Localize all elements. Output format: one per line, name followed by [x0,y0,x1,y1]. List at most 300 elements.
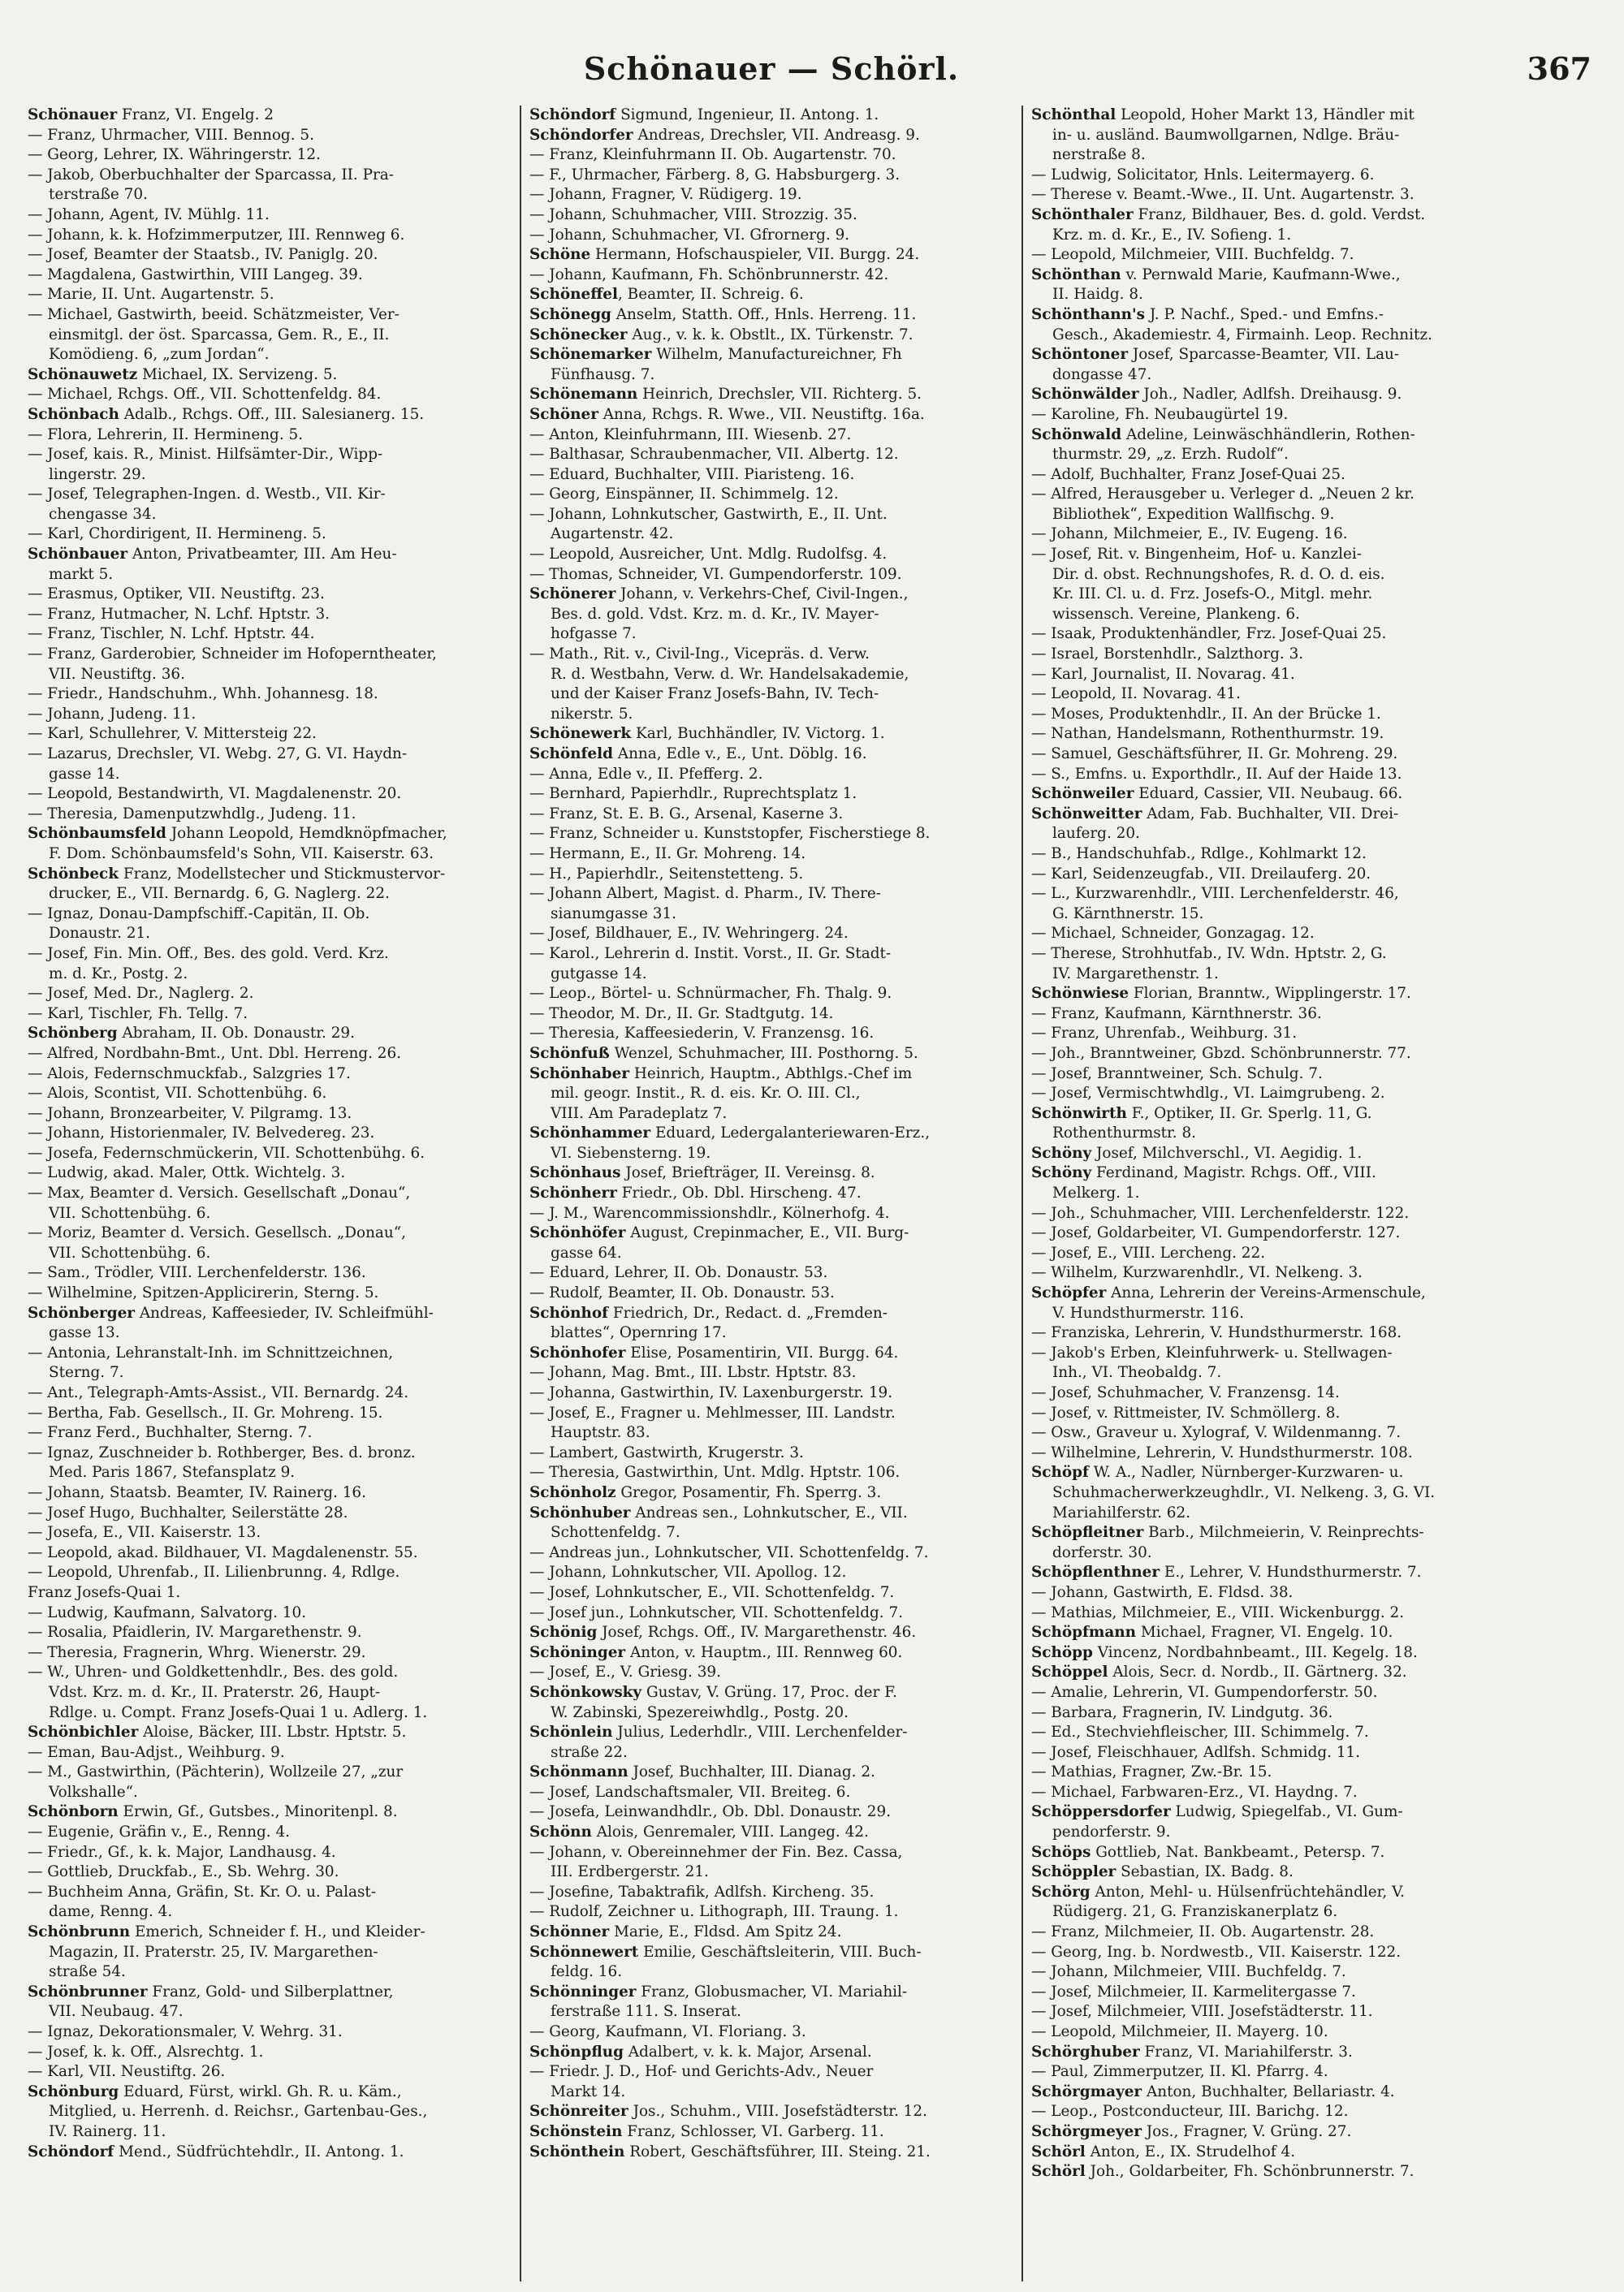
entry-text: Andreas sen., Lohnkutscher, E., VII. [630,1504,908,1522]
entry-text: in- u. ausländ. Baumwollgarnen, Ndlge. Bräu- [1052,126,1400,144]
entry-text: — Hermann, E., II. Gr. Mohreng. 14. [529,844,806,862]
entry-surname: Schöppler [1031,1863,1116,1881]
directory-entry-line [1031,1703,1608,1724]
entry-text: Hermann, Hofschauspieler, VII. Burgg. 24. [590,246,920,264]
entry-text: thurmstr. 29, „z. Erzh. Rudolf“. [1052,446,1289,464]
entry-text: straße 22. [551,1743,628,1761]
directory-entry-line [1031,705,1608,725]
directory-entry-line [1031,1204,1608,1224]
directory-entry-line [28,226,518,246]
entry-surname: Schörgmeyer [1031,2122,1142,2140]
directory-entry-line [1031,1363,1608,1383]
entry-text: — Franz, Hutmacher, N. Lchf. Hptstr. 3. [28,605,330,623]
directory-entry-line [529,1823,1020,1843]
entry-text: Vincenz, Nordbahnbeamt., III. Kegelg. 18. [1092,1643,1418,1661]
entry-text: Franz, Schlosser, VI. Garberg. 11. [622,2122,884,2140]
directory-entry-line [1031,1902,1608,1923]
directory-entry-line [529,1163,1020,1184]
entry-text: — Karl, Chordirigent, II. Hermineng. 5. [28,525,326,543]
entry-text: Johann, v. Verkehrs-Chef, Civil-Ingen., [615,585,909,603]
entry-surname: Schönerer [529,585,616,603]
entry-text: — Erasmus, Optiker, VII. Neustiftg. 23. [28,585,325,603]
entry-text: — Mathias, Milchmeier, E., VIII. Wickenburgg. 2. [1031,1604,1405,1621]
directory-entry-line [1031,1184,1608,1204]
entry-text: — Josef, Goldarbeiter, VI. Gumpendorferstr. 127. [1031,1224,1401,1242]
directory-entry-line [28,545,518,565]
directory-entry-line [28,185,518,205]
directory-entry-line [529,2043,1020,2063]
directory-entry-line [529,485,1020,505]
entry-text: — Josef, E., V. Griesg. 39. [529,1664,721,1681]
entry-text: terstraße 70. [49,186,148,204]
entry-text: — Wilhelmine, Lehrerin, V. Hundsthurmerstr. 108. [1031,1444,1413,1461]
directory-entry-line [1031,844,1608,865]
directory-entry-line [1031,984,1608,1004]
directory-entry-line [529,1224,1020,1244]
directory-entry-line [1031,166,1608,186]
directory-entry-line [28,2043,518,2063]
entry-text: Joh., Goldarbeiter, Fh. Schönbrunnerstr. 7. [1085,2163,1415,2181]
directory-entry-line [28,965,518,985]
entry-text: — Josef, Schuhmacher, V. Franzensg. 14. [1031,1384,1340,1401]
directory-entry-line [1031,1983,1608,2003]
entry-text: — Franz, Uhrenfab., Weihburg. 31. [1031,1025,1298,1042]
directory-entry-line [1031,1543,1608,1564]
directory-entry-line [529,2062,1020,2083]
directory-entry-line [1031,2043,1608,2063]
entry-text: — Amalie, Lehrerin, VI. Gumpendorferstr. 50. [1031,1683,1378,1701]
directory-entry-line [529,1204,1020,1224]
entry-text: — Johanna, Gastwirthin, IV. Laxenburgerstr. 19. [529,1384,893,1401]
directory-entry-line [28,126,518,146]
directory-entry-line [529,645,1020,665]
directory-entry-line [529,745,1020,765]
directory-entry-line [1031,1124,1608,1144]
entry-surname: Schönborn [28,1803,119,1821]
entry-surname: Schönkowsky [529,1683,642,1701]
directory-entry-line [1031,345,1608,365]
directory-entry-line [28,665,518,685]
directory-entry-line [1031,1523,1608,1543]
entry-surname: Schönemann [529,386,638,404]
directory-entry-line [28,944,518,965]
entry-text: — Josef, k. k. Off., Alsrechtg. 1. [28,2043,264,2061]
directory-entry-line [529,1084,1020,1104]
directory-entry-line [529,1843,1020,1863]
entry-text: W. Zabinski, Spezereiwhdlg., Postg. 20. [551,1703,849,1721]
directory-entry-line [28,805,518,825]
entry-text: Gustav, V. Grüng. 17, Proc. der F. [641,1683,897,1701]
entry-text: VII. Schottenbühg. 6. [49,1204,211,1222]
entry-surname: Schönwald [1031,425,1122,443]
directory-entry-line [28,345,518,365]
entry-text: Kr. III. Cl. u. d. Frz. Josefs-O., Mitgl. mehr. [1052,585,1373,603]
entry-text: sianumgasse 31. [551,904,677,922]
entry-text: Franz, Bildhauer, Bes. d. gold. Verdst. [1133,205,1426,223]
directory-entry-line [1031,1743,1608,1763]
entry-surname: Schönbach [28,405,119,423]
directory-entry-line [28,1623,518,1643]
entry-surname: Schöpfmann [1031,1624,1137,1642]
directory-entry-line [1031,1423,1608,1444]
entry-text: — Johann, Historienmaler, IV. Belvedereg. 23. [28,1124,375,1142]
directory-entry-line [1031,1783,1608,1803]
directory-entry-line [1031,106,1608,126]
directory-entry-line [529,1244,1020,1264]
directory-entry-line [28,924,518,944]
directory-entry-line [529,1902,1020,1923]
directory-entry-line [1031,1383,1608,1404]
directory-entry-line [529,624,1020,645]
directory-entry-line [529,1604,1020,1624]
directory-entry-line [28,1423,518,1444]
entry-text: — H., Papierhdlr., Seitenstetteng. 5. [529,865,804,883]
directory-entry-line [529,106,1020,126]
entry-text: Sebastian, IX. Badg. 8. [1116,1863,1294,1881]
entry-text: — Josef, Med. Dr., Naglerg. 2. [28,985,254,1003]
entry-text: — Johann, Kaufmann, Fh. Schönbrunnerstr. 42. [529,265,889,283]
entry-surname: Schönhammer [529,1124,651,1142]
directory-entry-line [529,1124,1020,1144]
entry-surname: Schönhaus [529,1164,621,1182]
entry-text: Florian, Branntw., Wipplingerstr. 17. [1129,985,1411,1003]
directory-entry-line [529,2002,1020,2022]
entry-text: — Franz Ferd., Buchhalter, Sterng. 7. [28,1424,313,1442]
entry-text: — Josefa, Leinwandhdlr., Ob. Dbl. Donaustr. 29. [529,1803,892,1821]
entry-text: — Josef Hugo, Buchhalter, Seilerstätte 28. [28,1504,348,1522]
entry-text: Julius, Lederhdlr., VIII. Lerchenfelder- [612,1724,908,1742]
entry-text: — Mathias, Fragner, Zw.-Br. 15. [1031,1763,1272,1781]
entry-text: — Theresia, Damenputzwhdlg., Judeng. 11. [28,805,356,822]
directory-entry-line [529,1044,1020,1064]
directory-entry-line [28,1483,518,1504]
directory-entry-line [529,1802,1020,1823]
entry-text: — Franz, Kaufmann, Kärnthnerstr. 36. [1031,1004,1322,1022]
directory-entry-line [1031,1643,1608,1664]
entry-text: — Ludwig, Kaufmann, Salvatorg. 10. [28,1604,307,1621]
entry-surname: Schönholz [529,1483,616,1501]
directory-entry-line [529,1323,1020,1344]
entry-text: — Eman, Bau-Adjst., Weihburg. 9. [28,1743,285,1761]
directory-entry-line [1031,2022,1608,2043]
entry-text: — Josef jun., Lohnkutscher, VII. Schottenfeldg. 7. [529,1604,904,1621]
entry-text: — Lazarus, Drechsler, VI. Webg. 27, G. VI. Haydn- [28,745,408,762]
directory-entry-line [529,1743,1020,1763]
entry-surname: Schönthal [1031,106,1116,123]
entry-surname: Schöne [529,246,591,264]
entry-text: — Michael, Rchgs. Off., VII. Schottenfeldg. 84. [28,386,382,404]
entry-text: Abraham, II. Ob. Donaustr. 29. [117,1025,355,1042]
entry-text: , Beamter, II. Schreig. 6. [617,286,804,304]
entry-text: gutgasse 14. [551,965,647,982]
directory-entry-line [1031,326,1608,346]
entry-text: — Leopold, Ausreicher, Unt. Mdlg. Rudolfsg. 4. [529,546,888,563]
entry-surname: Schönweiler [1031,785,1134,803]
entry-text: — Johann, Schuhmacher, VIII. Strozzig. 35. [529,205,857,223]
entry-text: Hauptstr. 83. [551,1424,650,1442]
entry-surname: Schönthan [1031,265,1121,283]
directory-entry-line [28,1064,518,1085]
entry-surname: Schönpflug [529,2043,624,2061]
directory-entry-line [28,505,518,525]
entry-text: VIII. Am Paradeplatz 7. [551,1104,728,1122]
directory-entry-line [1031,1463,1608,1483]
directory-entry-line [1031,1163,1608,1184]
directory-entry-line [1031,684,1608,705]
entry-text: VI. Siebensterng. 19. [551,1144,711,1162]
entry-text: — S., Emfns. u. Exporthdlr., II. Auf der Haide 13. [1031,765,1402,783]
directory-entry-line [28,2102,518,2122]
entry-text: — Ludwig, akad. Maler, Ottk. Wichtelg. 3. [28,1164,346,1182]
column-3 [1021,106,1608,2281]
directory-entry-line [28,904,518,925]
directory-entry-line [529,145,1020,166]
entry-text: Franz, Globusmacher, VI. Mariahil- [636,1983,908,2001]
entry-text: Franz, VI. Mariahilferstr. 3. [1139,2043,1353,2061]
entry-text: — Josef, E., Fragner u. Mehlmesser, III. Landstr. [529,1404,896,1422]
entry-text: — Alois, Federnschmuckfab., Salzgries 17. [28,1064,351,1082]
entry-surname: Schönauer [28,106,118,123]
entry-surname: Schönthein [529,2143,625,2160]
entry-text: Elise, Posamentirin, VII. Burgg. 64. [625,1344,899,1362]
directory-entry-line [1031,1284,1608,1304]
directory-entry-line [529,1284,1020,1304]
directory-entry-line [28,624,518,645]
directory-entry-line [28,524,518,545]
directory-entry-line [28,1604,518,1624]
directory-entry-line [28,824,518,844]
directory-entry-line [1031,1504,1608,1524]
entry-text: — Josef, Bildhauer, E., IV. Wehringerg. 24. [529,925,849,943]
entry-text: — Johann, Lohnkutscher, VII. Apollog. 12. [529,1564,847,1582]
directory-entry-line [1031,1483,1608,1504]
directory-entry-line [28,2062,518,2083]
entry-text: Ludwig, Spiegelfab., VI. Gum- [1170,1803,1403,1821]
entry-text: — Karoline, Fh. Neubaugürtel 19. [1031,405,1289,423]
entry-text: Gesch., Akademiestr. 4, Firmainh. Leop. Rechnitz. [1052,326,1432,343]
directory-entry-line [1031,1444,1608,1464]
entry-text: — Johann, Mag. Bmt., III. Lbstr. Hptstr. 83. [529,1364,857,1382]
directory-entry-line [1031,904,1608,925]
directory-entry-line [1031,2002,1608,2022]
directory-entry-line [28,1902,518,1923]
entry-text: — Theodor, M. Dr., II. Gr. Stadtgutg. 14. [529,1004,834,1022]
directory-entry-line [1031,205,1608,226]
entry-text: Erwin, Gf., Gutsbes., Minoritenpl. 8. [118,1803,398,1821]
entry-text: — Franz, Milchmeier, II. Ob. Augartenstr. 28. [1031,1923,1375,1941]
directory-entry-line [28,684,518,705]
directory-entry-line [529,1423,1020,1444]
directory-entry-line [529,944,1020,965]
entry-text: Josef, Sparcasse-Beamter, VII. Lau- [1128,346,1400,364]
entry-surname: Schörghuber [1031,2043,1140,2061]
directory-entry-line [1031,1723,1608,1743]
entry-text: VII. Neubaug. 47. [49,2003,184,2021]
directory-entry-line [28,1863,518,1883]
entry-text: — Theresia, Kaffeesiederin, V. Franzensg. 16. [529,1025,875,1042]
entry-surname: Schönhof [529,1304,609,1322]
directory-entry-line [529,1863,1020,1883]
directory-entry-line [28,445,518,465]
directory-entry-line [529,245,1020,265]
directory-entry-line [529,585,1020,605]
directory-entry-line [529,904,1020,925]
directory-entry-line [28,1224,518,1244]
directory-entry-line [28,1643,518,1664]
directory-entry-line [1031,1224,1608,1244]
entry-surname: Schönwirth [1031,1104,1127,1122]
directory-entry-line [1031,624,1608,645]
directory-entry-line [28,1244,518,1264]
entry-surname: Schöndorf [529,106,616,123]
directory-entry-line [529,345,1020,365]
entry-text: nerstraße 8. [1052,146,1146,164]
directory-entry-line [529,405,1020,425]
entry-text: Karl, Buchhändler, IV. Victorg. 1. [631,725,885,743]
entry-text: Leopold, Hoher Markt 13, Händler mit [1116,106,1415,123]
entry-text: Eduard, Ledergalanteriewaren-Erz., [650,1124,931,1142]
entry-text: — Joh., Branntweiner, Gbzd. Schönbrunnerstr. 77. [1031,1044,1411,1062]
entry-text: nikerstr. 5. [551,705,633,723]
entry-text: — Anton, Kleinfuhrmann, III. Wiesenb. 27. [529,425,852,443]
entry-surname: Schönnewert [529,1943,639,1961]
directory-entry-line [28,1883,518,1903]
directory-entry-line [28,1943,518,1963]
directory-entry-line [529,166,1020,186]
entry-text: Robert, Geschäftsführer, III. Steing. 21. [624,2143,931,2160]
directory-entry-line [28,2022,518,2043]
entry-surname: Schönfuß [529,1044,610,1062]
directory-entry-line [1031,265,1608,286]
entry-text: — Georg, Einspänner, II. Schimmelg. 12. [529,486,839,503]
directory-entry-line [28,1363,518,1383]
entry-text: — Wilhelm, Kurzwarenhdlr., VI. Nelkeng. 3. [1031,1264,1363,1282]
entry-text: feldg. 16. [551,1963,623,1981]
entry-text: — Michael, Schneider, Gonzagag. 12. [1031,925,1315,943]
directory-entry-line [529,1523,1020,1543]
entry-text: — Bertha, Fab. Gesellsch., II. Gr. Mohreng. 15. [28,1404,383,1422]
directory-entry-line [1031,784,1608,805]
directory-entry-line [1031,505,1608,525]
entry-text: — Josef, v. Rittmeister, IV. Schmöllerg. 8. [1031,1404,1341,1422]
entry-text: Gottlieb, Nat. Bankbeamt., Petersp. 7. [1091,1843,1385,1861]
entry-text: markt 5. [49,565,114,583]
directory-entry-line [28,1163,518,1184]
entry-text: Franz, VI. Engelg. 2 [117,106,274,123]
entry-text: F. Dom. Schönbaumsfeld's Sohn, VII. Kaiserstr. 63. [49,844,434,862]
directory-entry-line [1031,1604,1608,1624]
directory-entry-line [529,884,1020,904]
entry-text: und der Kaiser Franz Josefs-Bahn, IV. Tech- [551,685,879,703]
entry-text: Anton, Mehl- u. Hülsenfrüchtehändler, V. [1090,1883,1406,1901]
entry-text: W. A., Nadler, Nürnberger-Kurzwaren- u. [1088,1464,1404,1482]
entry-text: — Therese v. Beamt.-Wwe., II. Unt. Augartenstr. 3. [1031,186,1415,204]
entry-text: blattes“, Opernring 17. [551,1324,727,1342]
entry-text: straße 54. [49,1963,126,1981]
entry-text: — Ant., Telegraph-Amts-Assist., VII. Bernardg. 24. [28,1384,409,1401]
column-1 [28,106,518,2281]
entry-surname: Schöndorfer [529,126,633,144]
directory-entry-line [529,565,1020,585]
entry-text: wissensch. Vereine, Plankeng. 6. [1052,605,1300,623]
entry-text: Heinrich, Hauptm., Abthlgs.-Chef im [629,1064,913,1082]
directory-entry-line [1031,965,1608,985]
entry-text: Friedrich, Dr., Redact. d. „Fremden- [608,1304,888,1322]
entry-text: — Josef, Branntweiner, Sch. Schulg. 7. [1031,1064,1323,1082]
directory-entry-line [1031,1923,1608,1943]
entry-text: — Georg, Kaufmann, VI. Floriang. 3. [529,2023,806,2040]
entry-surname: Schörl [1031,2163,1086,2181]
directory-entry-line [28,485,518,505]
entry-text: — Karl, Seidenzeugfab., VII. Dreilauferg. 20. [1031,865,1371,883]
entry-text: — Buchheim Anna, Gräfin, St. Kr. O. u. Palast- [28,1883,377,1901]
directory-entry-line [1031,765,1608,785]
entry-text: Donaustr. 21. [49,925,151,943]
directory-entry-line [1031,645,1608,665]
entry-text: — Karl, Schullehrer, V. Mittersteig 22. [28,725,317,743]
directory-entry-line [28,765,518,785]
entry-text: Magazin, II. Praterstr. 25, IV. Margarethen- [49,1943,378,1961]
entry-text: Augartenstr. 42. [551,525,674,543]
entry-text: F., Optiker, II. Gr. Sperlg. 11, G. [1126,1104,1372,1122]
directory-entry-line [1031,2162,1608,2182]
entry-text: Alois, Secr. d. Nordb., II. Gärtnerg. 32. [1108,1664,1407,1681]
entry-text: ferstraße 111. S. Inserat. [551,2003,741,2021]
directory-entry-line [529,545,1020,565]
entry-text: Jos., Schuhm., VIII. Josefstädterstr. 12. [628,2103,927,2121]
entry-text: — Johann, Gastwirth, E. Fldsd. 38. [1031,1583,1294,1601]
entry-surname: Schönhofer [529,1344,626,1362]
entry-text: — Josef, Rit. v. Bingenheim, Hof- u. Kanzlei- [1031,546,1362,563]
directory-entry-line [28,385,518,405]
entry-text: Adalbert, v. k. k. Major, Arsenal. [623,2043,872,2061]
entry-text: — Johann, k. k. Hofzimmerputzer, III. Rennweg 6. [28,226,405,244]
entry-text: — Leopold, Bestandwirth, VI. Magdalenenstr. 20. [28,785,402,803]
entry-surname: Schönwälder [1031,386,1139,404]
directory-entry-line [28,2002,518,2022]
directory-entry-line [28,1663,518,1683]
entry-text: J. P. Nachf., Sped.- und Emfns.- [1145,305,1384,323]
entry-text: — W., Uhren- und Goldkettenhdlr., Bes. des gold. [28,1664,399,1681]
directory-entry-line [1031,724,1608,745]
directory-entry-line [529,824,1020,844]
entry-text: Emilie, Geschäftsleiterin, VIII. Buch- [638,1943,922,1961]
directory-entry-line [529,1404,1020,1424]
entry-text: — Franz, Schneider u. Kunststopfer, Fischerstiege 8. [529,825,931,843]
entry-text: Johann Leopold, Hemdknöpfmacher, [166,825,447,843]
directory-entry-line [1031,1084,1608,1104]
directory-entry-line [28,145,518,166]
directory-entry-line [28,1084,518,1104]
entry-surname: Schöpflenthner [1031,1564,1160,1582]
directory-entry-line [28,1783,518,1803]
entry-text: Krz. m. d. Kr., E., IV. Sofieng. 1. [1052,226,1292,244]
directory-entry-line [1031,1304,1608,1324]
entry-text: — Leop., Börtel- u. Schnürmacher, Fh. Thalg. 9. [529,985,892,1003]
directory-entry-line [529,844,1020,865]
entry-surname: Schöntoner [1031,346,1129,364]
entry-text: — Anna, Edle v., II. Pfefferg. 2. [529,765,763,783]
entry-text: Bes. d. gold. Vdst. Krz. m. d. Kr., IV. Mayer- [551,605,879,623]
entry-text: — Eduard, Buchhalter, VIII. Piaristeng. 16. [529,465,855,483]
entry-text: V. Hundsthurmerstr. 116. [1052,1304,1244,1322]
entry-text: — Barbara, Fragnerin, IV. Lindgutg. 36. [1031,1703,1333,1721]
entry-text: — Johann, Milchmeier, E., IV. Eugeng. 16. [1031,525,1348,543]
entry-text: — Friedr., Gf., k. k. Major, Landhausg. 4. [28,1843,336,1861]
directory-entry-line [1031,1943,1608,1963]
directory-entry-line [28,1004,518,1025]
directory-entry-line [1031,865,1608,885]
